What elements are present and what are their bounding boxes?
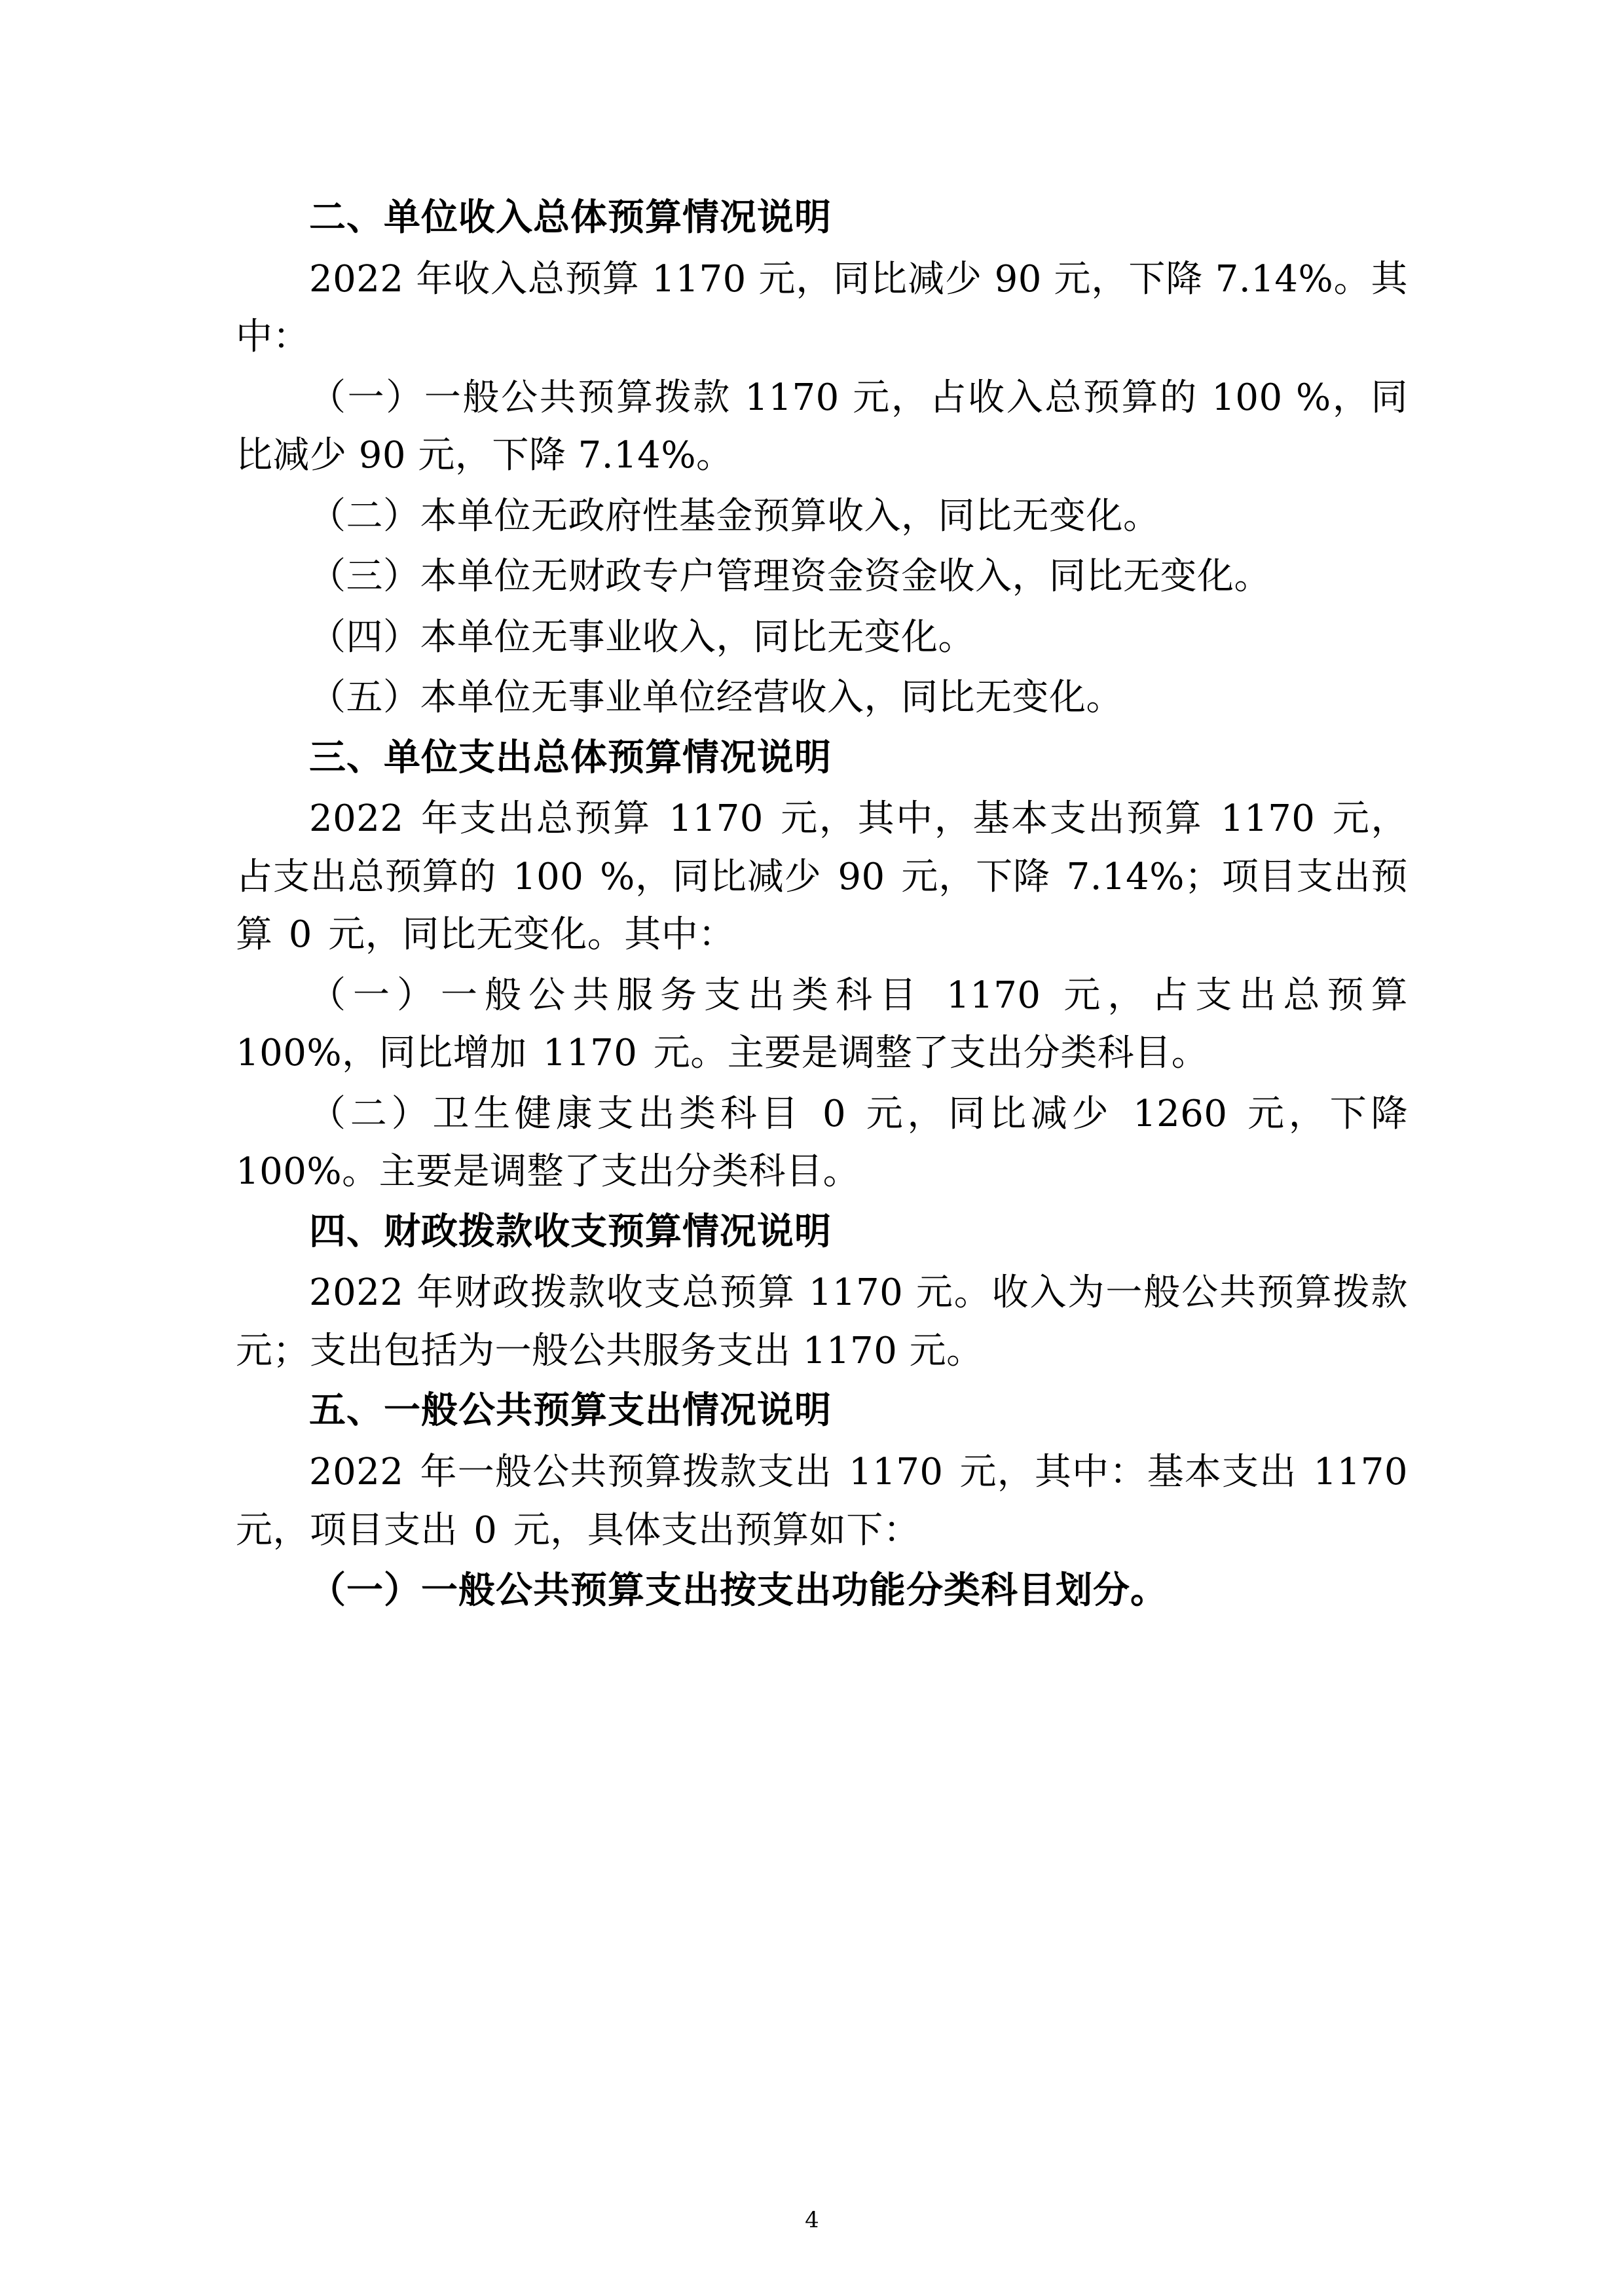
paragraph-income-item-4: （四）本单位无事业收入，同比无变化。	[309, 615, 975, 659]
paragraph-income-total: 2022 年收入总预算 1170 元，同比减少 90 元，下降 7.14%。其中：	[236, 257, 1408, 359]
paragraph-general-budget-expenditure: 2022 年一般公共预算拨款支出 1170 元，其中：基本支出 1170 元，项目支出 0 元，具体支出预算如下：	[236, 1451, 1408, 1552]
section-heading-2: 二、单位收入总体预算情况说明	[309, 196, 832, 239]
paragraph-income-item-3: （三）本单位无财政专户管理资金资金收入，同比无变化。	[309, 555, 1271, 598]
paragraph-expenditure-total: 2022 年支出总预算 1170 元，其中，基本支出预算 1170 元，占支出总预算的 100 %，同比减少 90 元，下降 7.14%；项目支出预算 0 元，同比无变化。其中：	[236, 797, 1408, 957]
paragraph-expenditure-item-1: （一）一般公共服务支出类科目 1170 元，占支出总预算 100%，同比增加 1170 元。主要是调整了支出分类科目。	[236, 974, 1408, 1075]
section-heading-5: 五、一般公共预算支出情况说明	[309, 1389, 832, 1432]
paragraph-income-item-1: （一）一般公共预算拨款 1170 元，占收入总预算的 100 %，同比减少 90 元，下降 7.14%。	[236, 376, 1408, 477]
paragraph-expenditure-item-2: （二）卫生健康支出类科目 0 元，同比减少 1260 元，下降 100%。主要是调整了支出分类科目。	[236, 1092, 1408, 1194]
paragraph-functional-classification: （一）一般公共预算支出按支出功能分类科目划分。	[309, 1569, 1168, 1613]
page-number: 4	[805, 2207, 819, 2233]
section-heading-4: 四、财政拨款收支预算情况说明	[309, 1210, 832, 1253]
paragraph-fiscal-appropriation: 2022 年财政拨款收支总预算 1170 元。收入为一般公共预算拨款元；支出包括为一般公共服务支出 1170 元。	[236, 1271, 1408, 1372]
paragraph-income-item-5: （五）本单位无事业单位经营收入，同比无变化。	[309, 676, 1123, 720]
section-heading-3: 三、单位支出总体预算情况说明	[309, 736, 832, 779]
document-body	[236, 190, 1408, 1620]
paragraph-income-item-2: （二）本单位无政府性基金预算收入，同比无变化。	[309, 494, 1160, 538]
